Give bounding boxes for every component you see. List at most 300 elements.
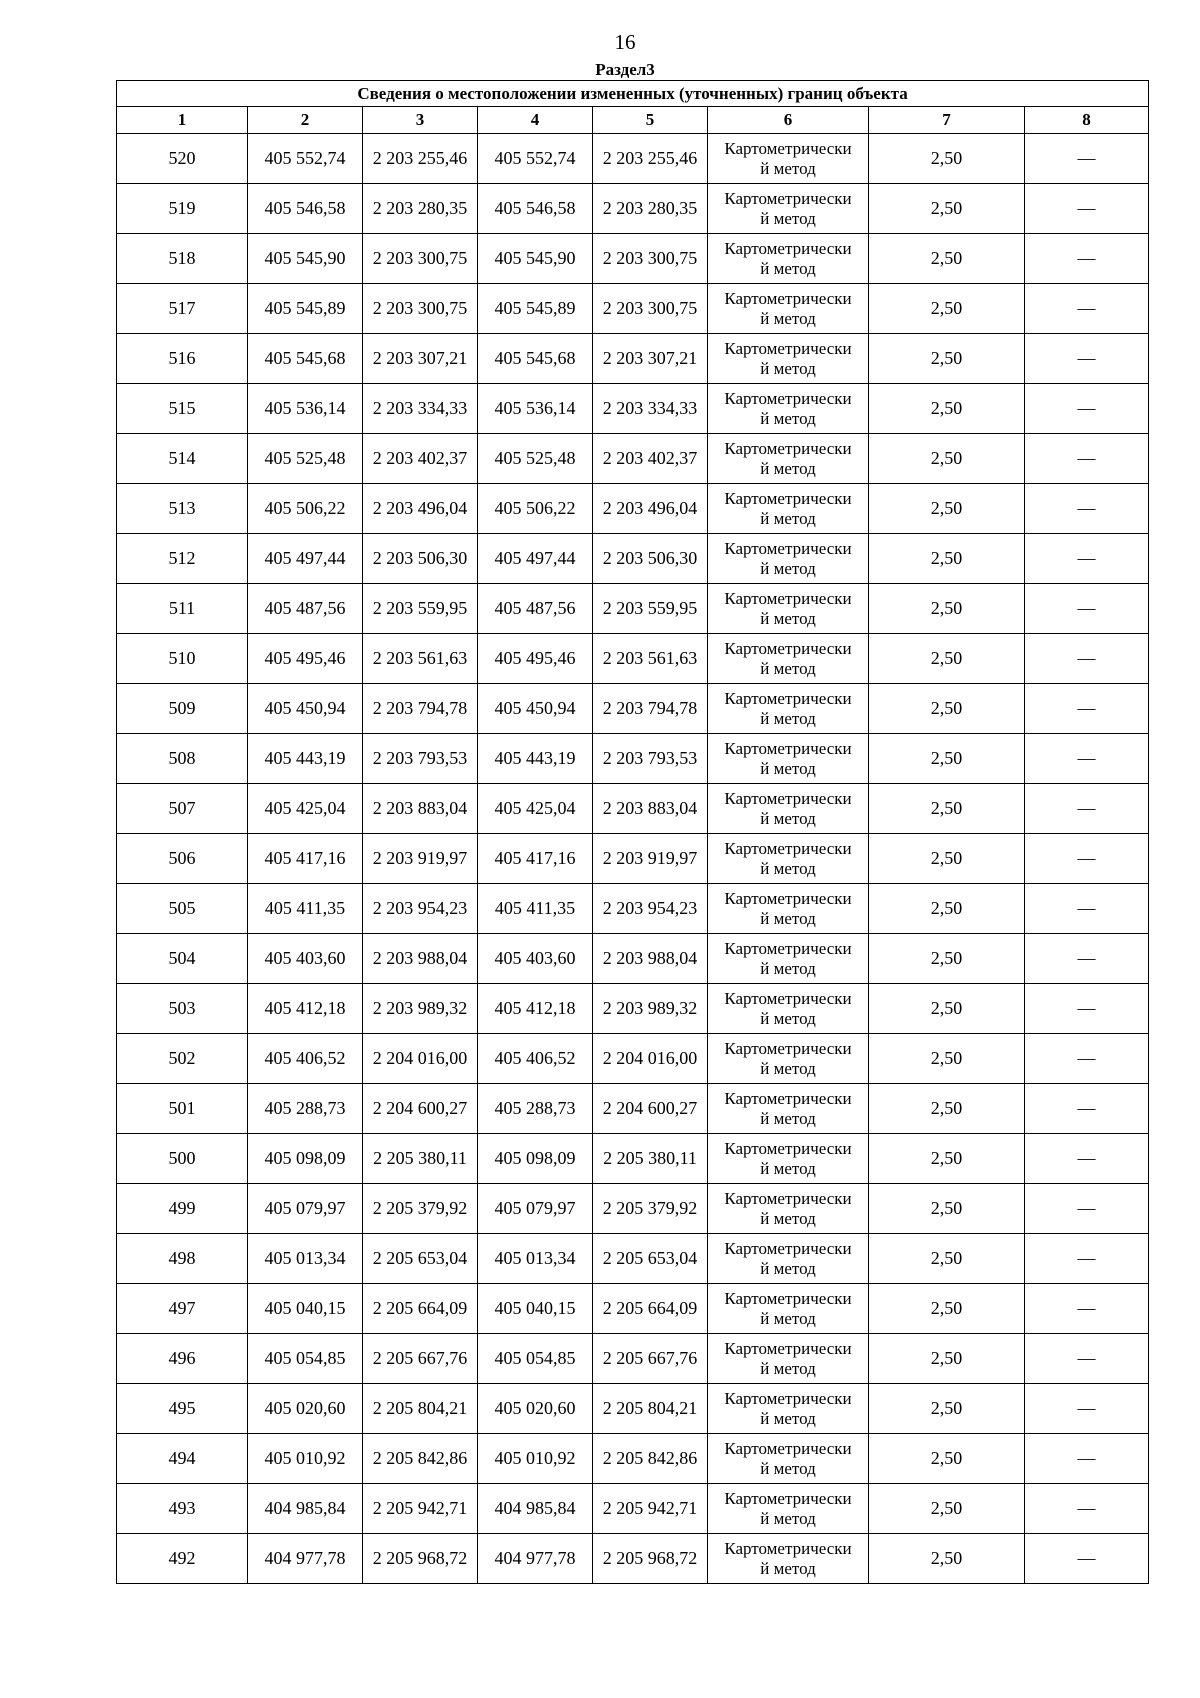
description-cell: — [1025,884,1149,934]
x-new-cell: 405 536,14 [478,384,593,434]
table-row [117,784,1149,834]
method-line-2: й метод [760,1558,816,1578]
accuracy-cell: 2,50 [869,784,1025,834]
point-number-cell: 513 [117,484,248,534]
x-new-cell: 405 098,09 [478,1134,593,1184]
x-existing-cell: 405 054,85 [248,1334,363,1384]
description-cell: — [1025,1134,1149,1184]
y-existing-cell: 2 203 255,46 [363,134,478,184]
x-new-cell: 405 412,18 [478,984,593,1034]
y-new-cell: 2 205 379,92 [593,1184,708,1234]
x-new-cell: 405 450,94 [478,684,593,734]
method-line-2: й метод [760,458,816,478]
method-line-1: Картометрически [724,238,852,258]
x-new-cell: 405 411,35 [478,884,593,934]
method-line-2: й метод [760,608,816,628]
description-cell: — [1025,1234,1149,1284]
y-new-cell: 2 203 883,04 [593,784,708,834]
table-row [117,1384,1149,1434]
method-cell [708,134,869,184]
point-number-cell: 518 [117,234,248,284]
point-number-cell: 501 [117,1084,248,1134]
y-existing-cell: 2 203 496,04 [363,484,478,534]
accuracy-cell: 2,50 [869,634,1025,684]
x-existing-cell: 405 506,22 [248,484,363,534]
accuracy-cell: 2,50 [869,134,1025,184]
method-line-2: й метод [760,1408,816,1428]
method-line-2: й метод [760,858,816,878]
x-new-cell: 405 552,74 [478,134,593,184]
method-cell [708,784,869,834]
point-number-cell: 511 [117,584,248,634]
column-header: 1 [117,107,248,134]
x-existing-cell: 405 495,46 [248,634,363,684]
table-row [117,584,1149,634]
y-new-cell: 2 203 561,63 [593,634,708,684]
y-new-cell: 2 203 794,78 [593,684,708,734]
table-row [117,134,1149,184]
table-row [117,1334,1149,1384]
table-row [117,634,1149,684]
table-row [117,1184,1149,1234]
method-cell [708,334,869,384]
table-caption-row [117,81,1149,107]
y-new-cell: 2 203 919,97 [593,834,708,884]
description-cell: — [1025,234,1149,284]
accuracy-cell: 2,50 [869,1234,1025,1284]
method-line-2: й метод [760,708,816,728]
method-cell [708,234,869,284]
description-cell: — [1025,784,1149,834]
method-line-1: Картометрически [724,1288,852,1308]
method-line-2: й метод [760,1008,816,1028]
x-existing-cell: 405 546,58 [248,184,363,234]
y-existing-cell: 2 203 307,21 [363,334,478,384]
y-new-cell: 2 205 664,09 [593,1284,708,1334]
accuracy-cell: 2,50 [869,834,1025,884]
method-line-1: Картометрически [724,1488,852,1508]
point-number-cell: 517 [117,284,248,334]
method-line-2: й метод [760,1208,816,1228]
accuracy-cell: 2,50 [869,1434,1025,1484]
y-new-cell: 2 204 016,00 [593,1034,708,1084]
y-existing-cell: 2 204 600,27 [363,1084,478,1134]
method-cell [708,984,869,1034]
x-new-cell: 405 497,44 [478,534,593,584]
table-row [117,1134,1149,1184]
accuracy-cell: 2,50 [869,934,1025,984]
method-line-1: Картометрически [724,1138,852,1158]
y-new-cell: 2 203 988,04 [593,934,708,984]
accuracy-cell: 2,50 [869,434,1025,484]
column-header: 5 [593,107,708,134]
description-cell: — [1025,1484,1149,1534]
table-caption: Сведения о местоположении измененных (уточненных) границ объекта [117,81,1149,107]
x-existing-cell: 405 406,52 [248,1034,363,1084]
accuracy-cell: 2,50 [869,1534,1025,1584]
accuracy-cell: 2,50 [869,1184,1025,1234]
x-existing-cell: 405 040,15 [248,1284,363,1334]
method-line-2: й метод [760,658,816,678]
description-cell: — [1025,1534,1149,1584]
method-line-1: Картометрически [724,938,852,958]
table-row [117,884,1149,934]
x-new-cell: 405 425,04 [478,784,593,834]
method-line-2: й метод [760,308,816,328]
point-number-cell: 507 [117,784,248,834]
method-line-1: Картометрически [724,1088,852,1108]
section-title: Раздел3 [595,60,655,79]
x-existing-cell: 405 545,68 [248,334,363,384]
y-new-cell: 2 203 954,23 [593,884,708,934]
method-cell [708,1184,869,1234]
y-new-cell: 2 203 559,95 [593,584,708,634]
table-row [117,934,1149,984]
description-cell: — [1025,284,1149,334]
method-cell [708,384,869,434]
method-line-2: й метод [760,758,816,778]
method-line-1: Картометрически [724,1338,852,1358]
accuracy-cell: 2,50 [869,884,1025,934]
point-number-cell: 504 [117,934,248,984]
x-existing-cell: 405 403,60 [248,934,363,984]
description-cell: — [1025,134,1149,184]
table-row [117,484,1149,534]
table-header-row [117,107,1149,134]
table-row [117,1484,1149,1534]
y-new-cell: 2 203 402,37 [593,434,708,484]
point-number-cell: 500 [117,1134,248,1184]
method-line-2: й метод [760,158,816,178]
point-number-cell: 502 [117,1034,248,1084]
x-new-cell: 405 506,22 [478,484,593,534]
accuracy-cell: 2,50 [869,534,1025,584]
method-cell [708,584,869,634]
accuracy-cell: 2,50 [869,184,1025,234]
method-cell [708,1534,869,1584]
y-new-cell: 2 203 334,33 [593,384,708,434]
y-existing-cell: 2 203 989,32 [363,984,478,1034]
accuracy-cell: 2,50 [869,734,1025,784]
description-cell: — [1025,334,1149,384]
accuracy-cell: 2,50 [869,684,1025,734]
method-cell [708,1434,869,1484]
x-existing-cell: 405 487,56 [248,584,363,634]
x-new-cell: 405 545,89 [478,284,593,334]
description-cell: — [1025,484,1149,534]
column-header: 6 [708,107,869,134]
y-existing-cell: 2 203 883,04 [363,784,478,834]
column-header: 8 [1025,107,1149,134]
method-cell [708,934,869,984]
method-line-1: Картометрически [724,838,852,858]
y-new-cell: 2 203 255,46 [593,134,708,184]
y-new-cell: 2 205 667,76 [593,1334,708,1384]
method-line-2: й метод [760,958,816,978]
x-existing-cell: 405 020,60 [248,1384,363,1434]
x-existing-cell: 405 417,16 [248,834,363,884]
method-line-2: й метод [760,1058,816,1078]
point-number-cell: 520 [117,134,248,184]
accuracy-cell: 2,50 [869,284,1025,334]
description-cell: — [1025,684,1149,734]
point-number-cell: 510 [117,634,248,684]
x-new-cell: 405 443,19 [478,734,593,784]
x-existing-cell: 405 450,94 [248,684,363,734]
method-line-2: й метод [760,1358,816,1378]
method-cell [708,1334,869,1384]
x-existing-cell: 405 525,48 [248,434,363,484]
column-header: 2 [248,107,363,134]
description-cell: — [1025,584,1149,634]
method-line-1: Картометрически [724,538,852,558]
x-new-cell: 405 417,16 [478,834,593,884]
method-cell [708,734,869,784]
method-line-2: й метод [760,908,816,928]
y-new-cell: 2 205 942,71 [593,1484,708,1534]
point-number-cell: 498 [117,1234,248,1284]
y-new-cell: 2 203 280,35 [593,184,708,234]
method-cell [708,1084,869,1134]
x-new-cell: 405 020,60 [478,1384,593,1434]
method-cell [708,1234,869,1284]
accuracy-cell: 2,50 [869,1384,1025,1434]
method-line-1: Картометрически [724,288,852,308]
point-number-cell: 503 [117,984,248,1034]
method-cell [708,434,869,484]
method-line-1: Картометрически [724,1188,852,1208]
table-row [117,734,1149,784]
method-line-1: Картометрически [724,588,852,608]
accuracy-cell: 2,50 [869,1034,1025,1084]
y-new-cell: 2 203 989,32 [593,984,708,1034]
x-existing-cell: 405 098,09 [248,1134,363,1184]
x-new-cell: 405 406,52 [478,1034,593,1084]
accuracy-cell: 2,50 [869,334,1025,384]
y-new-cell: 2 203 300,75 [593,284,708,334]
method-line-1: Картометрически [724,188,852,208]
description-cell: — [1025,1084,1149,1134]
x-existing-cell: 405 010,92 [248,1434,363,1484]
x-existing-cell: 404 977,78 [248,1534,363,1584]
method-line-1: Картометрически [724,738,852,758]
method-line-2: й метод [760,1508,816,1528]
coordinates-table [116,80,1149,1584]
method-cell [708,634,869,684]
x-existing-cell: 405 552,74 [248,134,363,184]
y-existing-cell: 2 203 561,63 [363,634,478,684]
y-new-cell: 2 203 496,04 [593,484,708,534]
table-row [117,1034,1149,1084]
method-line-1: Картометрически [724,638,852,658]
y-existing-cell: 2 203 300,75 [363,234,478,284]
method-line-1: Картометрически [724,1038,852,1058]
description-cell: — [1025,1334,1149,1384]
description-cell: — [1025,1184,1149,1234]
y-new-cell: 2 205 804,21 [593,1384,708,1434]
method-line-2: й метод [760,558,816,578]
point-number-cell: 515 [117,384,248,434]
method-cell [708,834,869,884]
x-new-cell: 405 545,68 [478,334,593,384]
table-body [117,134,1149,1584]
accuracy-cell: 2,50 [869,484,1025,534]
table-row [117,984,1149,1034]
x-new-cell: 405 487,56 [478,584,593,634]
x-new-cell: 405 013,34 [478,1234,593,1284]
method-cell [708,684,869,734]
method-line-2: й метод [760,1458,816,1478]
x-existing-cell: 405 545,90 [248,234,363,284]
x-existing-cell: 405 545,89 [248,284,363,334]
method-cell [708,1134,869,1184]
method-cell [708,184,869,234]
y-new-cell: 2 205 653,04 [593,1234,708,1284]
accuracy-cell: 2,50 [869,584,1025,634]
point-number-cell: 506 [117,834,248,884]
y-existing-cell: 2 203 402,37 [363,434,478,484]
accuracy-cell: 2,50 [869,1484,1025,1534]
y-existing-cell: 2 205 942,71 [363,1484,478,1534]
x-new-cell: 404 977,78 [478,1534,593,1584]
x-existing-cell: 405 013,34 [248,1234,363,1284]
method-line-1: Картометрически [724,488,852,508]
y-existing-cell: 2 203 506,30 [363,534,478,584]
x-new-cell: 405 010,92 [478,1434,593,1484]
point-number-cell: 519 [117,184,248,234]
y-new-cell: 2 205 968,72 [593,1534,708,1584]
accuracy-cell: 2,50 [869,234,1025,284]
method-cell [708,534,869,584]
y-existing-cell: 2 205 664,09 [363,1284,478,1334]
x-existing-cell: 405 288,73 [248,1084,363,1134]
x-existing-cell: 405 425,04 [248,784,363,834]
y-new-cell: 2 205 380,11 [593,1134,708,1184]
y-existing-cell: 2 203 988,04 [363,934,478,984]
point-number-cell: 505 [117,884,248,934]
x-new-cell: 404 985,84 [478,1484,593,1534]
method-cell [708,1034,869,1084]
table-row [117,184,1149,234]
x-new-cell: 405 288,73 [478,1084,593,1134]
method-line-2: й метод [760,1308,816,1328]
method-line-1: Картометрически [724,688,852,708]
point-number-cell: 493 [117,1484,248,1534]
x-new-cell: 405 054,85 [478,1334,593,1384]
table-row [117,1534,1149,1584]
point-number-cell: 497 [117,1284,248,1334]
column-header: 4 [478,107,593,134]
point-number-cell: 509 [117,684,248,734]
y-new-cell: 2 205 842,86 [593,1434,708,1484]
point-number-cell: 499 [117,1184,248,1234]
y-existing-cell: 2 203 559,95 [363,584,478,634]
x-existing-cell: 405 443,19 [248,734,363,784]
accuracy-cell: 2,50 [869,984,1025,1034]
method-line-1: Картометрически [724,788,852,808]
method-line-2: й метод [760,1258,816,1278]
x-new-cell: 405 545,90 [478,234,593,284]
description-cell: — [1025,1384,1149,1434]
y-new-cell: 2 203 793,53 [593,734,708,784]
method-cell [708,1384,869,1434]
y-existing-cell: 2 203 919,97 [363,834,478,884]
method-cell [708,884,869,934]
x-existing-cell: 405 497,44 [248,534,363,584]
y-existing-cell: 2 205 667,76 [363,1334,478,1384]
method-cell [708,1284,869,1334]
table-row [117,834,1149,884]
point-number-cell: 494 [117,1434,248,1484]
y-existing-cell: 2 204 016,00 [363,1034,478,1084]
description-cell: — [1025,534,1149,584]
method-line-1: Картометрически [724,1438,852,1458]
point-number-cell: 516 [117,334,248,384]
x-new-cell: 405 079,97 [478,1184,593,1234]
y-new-cell: 2 203 300,75 [593,234,708,284]
point-number-cell: 495 [117,1384,248,1434]
y-existing-cell: 2 205 379,92 [363,1184,478,1234]
method-cell [708,484,869,534]
method-line-2: й метод [760,208,816,228]
column-header: 7 [869,107,1025,134]
column-header: 3 [363,107,478,134]
point-number-cell: 512 [117,534,248,584]
method-line-1: Картометрически [724,438,852,458]
description-cell: — [1025,934,1149,984]
x-existing-cell: 405 079,97 [248,1184,363,1234]
table-row [117,534,1149,584]
accuracy-cell: 2,50 [869,1284,1025,1334]
point-number-cell: 508 [117,734,248,784]
accuracy-cell: 2,50 [869,1334,1025,1384]
table-row [117,434,1149,484]
y-existing-cell: 2 203 793,53 [363,734,478,784]
method-line-1: Картометрически [724,888,852,908]
description-cell: — [1025,1434,1149,1484]
y-existing-cell: 2 203 334,33 [363,384,478,434]
y-existing-cell: 2 205 804,21 [363,1384,478,1434]
x-new-cell: 405 546,58 [478,184,593,234]
y-new-cell: 2 203 307,21 [593,334,708,384]
method-line-1: Картометрически [724,988,852,1008]
table-row [117,1084,1149,1134]
x-new-cell: 405 495,46 [478,634,593,684]
table-row [117,1434,1149,1484]
description-cell: — [1025,184,1149,234]
method-line-1: Картометрически [724,1388,852,1408]
method-cell [708,1484,869,1534]
x-existing-cell: 404 985,84 [248,1484,363,1534]
table-row [117,684,1149,734]
x-new-cell: 405 403,60 [478,934,593,984]
y-existing-cell: 2 203 300,75 [363,284,478,334]
description-cell: — [1025,634,1149,684]
point-number-cell: 514 [117,434,248,484]
method-line-2: й метод [760,508,816,528]
method-line-1: Картометрически [724,388,852,408]
method-line-2: й метод [760,1108,816,1128]
description-cell: — [1025,1034,1149,1084]
description-cell: — [1025,984,1149,1034]
description-cell: — [1025,434,1149,484]
method-line-1: Картометрически [724,1238,852,1258]
x-new-cell: 405 040,15 [478,1284,593,1334]
description-cell: — [1025,834,1149,884]
point-number-cell: 492 [117,1534,248,1584]
accuracy-cell: 2,50 [869,1084,1025,1134]
description-cell: — [1025,734,1149,784]
